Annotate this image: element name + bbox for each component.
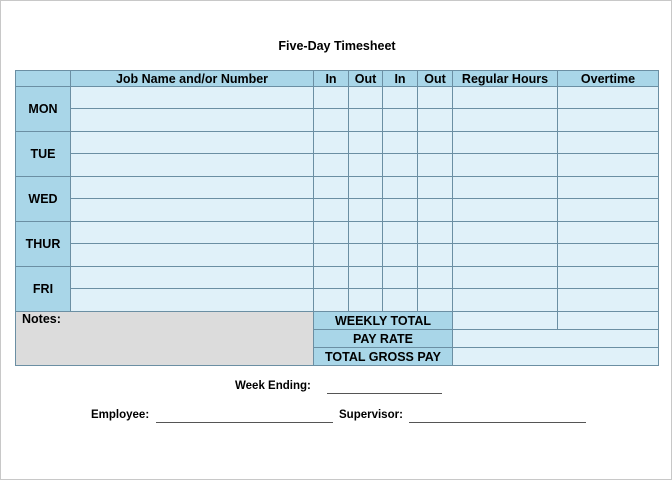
week-ending-label: Week Ending: [235, 380, 311, 392]
total-gross-pay-cell[interactable] [453, 348, 659, 366]
regular-hours-cell[interactable] [453, 154, 558, 177]
out-cell[interactable] [349, 222, 383, 244]
out-cell[interactable] [349, 109, 383, 132]
employee-line[interactable] [156, 422, 333, 423]
overtime-cell[interactable] [558, 109, 659, 132]
regular-hours-cell[interactable] [453, 244, 558, 267]
in-cell[interactable] [383, 289, 418, 312]
in-cell[interactable] [314, 222, 349, 244]
notes-label: Notes: [22, 312, 61, 326]
overtime-cell[interactable] [558, 199, 659, 222]
regular-hours-cell[interactable] [453, 109, 558, 132]
in-cell[interactable] [383, 132, 418, 154]
out-cell[interactable] [418, 109, 453, 132]
regular-hours-cell[interactable] [453, 87, 558, 109]
pay-rate-label: PAY RATE [314, 330, 453, 348]
total-gross-pay-label: TOTAL GROSS PAY [314, 348, 453, 366]
out-cell[interactable] [418, 154, 453, 177]
overtime-cell[interactable] [558, 87, 659, 109]
regular-hours-cell[interactable] [453, 289, 558, 312]
table-row [16, 244, 659, 267]
header-job-name: Job Name and/or Number [71, 71, 314, 87]
out-cell[interactable] [349, 87, 383, 109]
out-cell[interactable] [349, 132, 383, 154]
out-cell[interactable] [349, 177, 383, 199]
day-label-mon: MON [16, 87, 71, 132]
job-name-cell[interactable] [71, 109, 314, 132]
job-name-cell[interactable] [71, 244, 314, 267]
out-cell[interactable] [418, 267, 453, 289]
supervisor-label: Supervisor: [339, 409, 403, 421]
job-name-cell[interactable] [71, 177, 314, 199]
employee-label: Employee: [91, 409, 150, 421]
week-ending-line[interactable] [327, 393, 442, 394]
in-cell[interactable] [383, 222, 418, 244]
regular-hours-cell[interactable] [453, 222, 558, 244]
overtime-cell[interactable] [558, 222, 659, 244]
regular-hours-cell[interactable] [453, 177, 558, 199]
out-cell[interactable] [418, 222, 453, 244]
overtime-cell[interactable] [558, 132, 659, 154]
job-name-cell[interactable] [71, 267, 314, 289]
header-regular-hours: Regular Hours [453, 71, 558, 87]
table-row [16, 87, 659, 109]
table-row [16, 154, 659, 177]
in-cell[interactable] [314, 109, 349, 132]
out-cell[interactable] [418, 132, 453, 154]
day-label-wed: WED [16, 177, 71, 222]
out-cell[interactable] [349, 267, 383, 289]
job-name-cell[interactable] [71, 222, 314, 244]
table-row [16, 177, 659, 199]
regular-hours-cell[interactable] [453, 267, 558, 289]
header-out-1: Out [349, 71, 383, 87]
overtime-cell[interactable] [558, 289, 659, 312]
in-cell[interactable] [383, 199, 418, 222]
overtime-cell[interactable] [558, 267, 659, 289]
header-out-2: Out [418, 71, 453, 87]
notes-area[interactable] [16, 312, 314, 366]
out-cell[interactable] [418, 177, 453, 199]
in-cell[interactable] [314, 132, 349, 154]
out-cell[interactable] [349, 244, 383, 267]
in-cell[interactable] [314, 289, 349, 312]
day-label-tue: TUE [16, 132, 71, 177]
header-overtime: Overtime [558, 71, 659, 87]
weekly-total-overtime-cell[interactable] [558, 312, 659, 330]
in-cell[interactable] [383, 177, 418, 199]
job-name-cell[interactable] [71, 199, 314, 222]
weekly-total-row [16, 312, 659, 330]
out-cell[interactable] [418, 244, 453, 267]
weekly-total-label: WEEKLY TOTAL [314, 312, 453, 330]
day-label-thur: THUR [16, 222, 71, 267]
out-cell[interactable] [418, 87, 453, 109]
weekly-total-regular-cell[interactable] [453, 312, 558, 330]
table-row [16, 289, 659, 312]
in-cell[interactable] [314, 154, 349, 177]
regular-hours-cell[interactable] [453, 132, 558, 154]
in-cell[interactable] [383, 87, 418, 109]
job-name-cell[interactable] [71, 289, 314, 312]
in-cell[interactable] [383, 154, 418, 177]
day-label-fri: FRI [16, 267, 71, 312]
in-cell[interactable] [383, 244, 418, 267]
header-day [16, 71, 71, 87]
table-row [16, 109, 659, 132]
in-cell[interactable] [383, 267, 418, 289]
table-row [16, 199, 659, 222]
table-row [16, 132, 659, 154]
supervisor-line[interactable] [409, 422, 586, 423]
overtime-cell[interactable] [558, 244, 659, 267]
job-name-cell[interactable] [71, 154, 314, 177]
in-cell[interactable] [314, 177, 349, 199]
job-name-cell[interactable] [71, 87, 314, 109]
regular-hours-cell[interactable] [453, 199, 558, 222]
out-cell[interactable] [349, 154, 383, 177]
pay-rate-cell[interactable] [453, 330, 659, 348]
out-cell[interactable] [349, 289, 383, 312]
job-name-cell[interactable] [71, 132, 314, 154]
out-cell[interactable] [349, 199, 383, 222]
in-cell[interactable] [314, 267, 349, 289]
in-cell[interactable] [314, 244, 349, 267]
overtime-cell[interactable] [558, 154, 659, 177]
out-cell[interactable] [418, 289, 453, 312]
in-cell[interactable] [314, 199, 349, 222]
page-title: Five-Day Timesheet [278, 39, 396, 53]
header-row [16, 71, 659, 87]
table-row [16, 222, 659, 244]
header-in-1: In [314, 71, 349, 87]
in-cell[interactable] [314, 87, 349, 109]
timesheet-table [15, 70, 659, 366]
header-in-2: In [383, 71, 418, 87]
out-cell[interactable] [418, 199, 453, 222]
overtime-cell[interactable] [558, 177, 659, 199]
table-row [16, 267, 659, 289]
in-cell[interactable] [383, 109, 418, 132]
